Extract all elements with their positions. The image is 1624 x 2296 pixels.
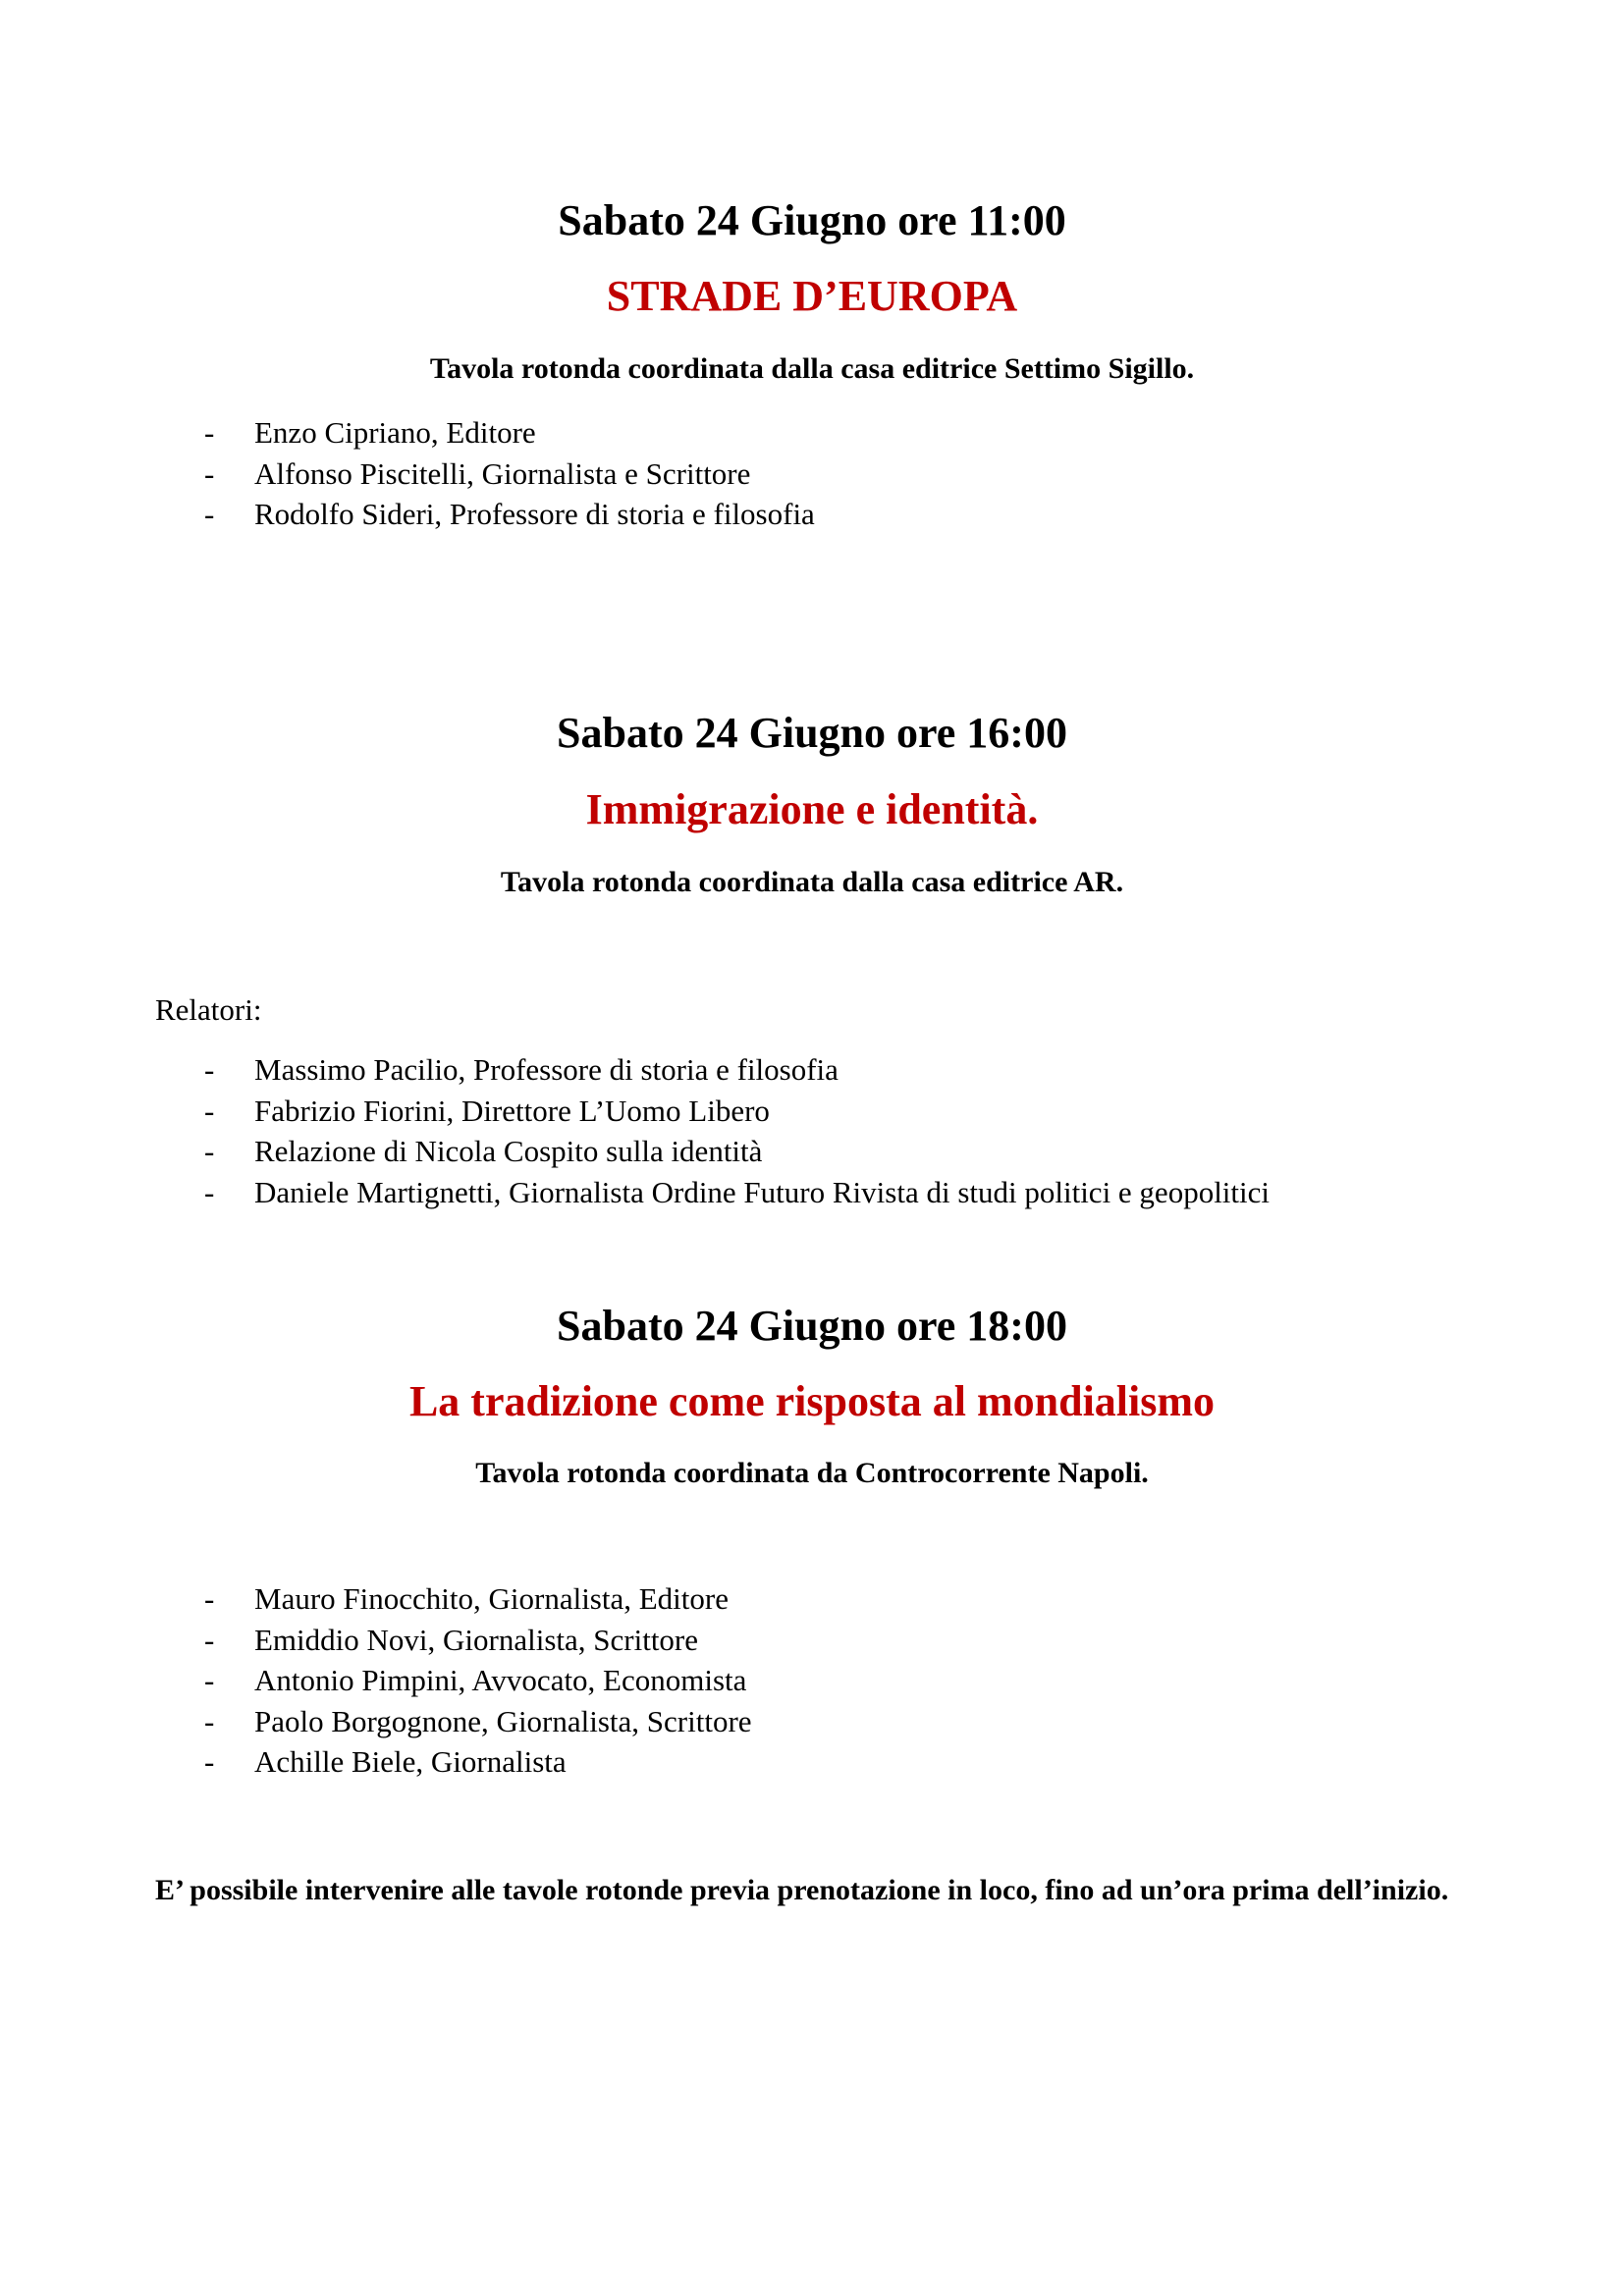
session-1-subtitle: Tavola rotonda coordinata dalla casa editrice Settimo Sigillo. — [429, 352, 1195, 385]
list-marker: - — [204, 1093, 215, 1128]
speaker-name: Emiddio Novi, Giornalista, Scrittore — [254, 1622, 699, 1657]
speaker-name: Achille Biele, Giornalista — [254, 1744, 567, 1779]
session-3-subtitle: Tavola rotonda coordinata da Controcorrente Napoli. — [475, 1457, 1149, 1489]
list-marker: - — [204, 1622, 215, 1657]
speaker-name: Mauro Finocchito, Giornalista, Editore — [254, 1581, 729, 1616]
speaker-name: Rodolfo Sideri, Professore di storia e filosofia — [254, 497, 815, 531]
list-marker: - — [204, 1744, 215, 1779]
list-marker: - — [204, 1174, 215, 1209]
session-2-title: Immigrazione e identità. — [585, 785, 1039, 833]
session-2-datetime: Sabato 24 Giugno ore 16:00 — [557, 709, 1067, 757]
list-marker: - — [204, 455, 215, 491]
registration-note: E’ possibile intervenire alle tavole rotonde previa prenotazione in loco, fino ad un’ora prima dell’inizio. — [155, 1874, 1449, 1906]
session-1-datetime: Sabato 24 Giugno ore 11:00 — [558, 196, 1066, 244]
list-marker: - — [204, 415, 215, 450]
speaker-name: Massimo Pacilio, Professore di storia e filosofia — [254, 1052, 839, 1087]
speaker-name: Relazione di Nicola Cospito sulla identità — [254, 1134, 763, 1168]
list-marker: - — [204, 497, 215, 531]
speaker-name: Enzo Cipriano, Editore — [254, 415, 536, 450]
session-2-subtitle: Tavola rotonda coordinata dalla casa editrice AR. — [500, 866, 1124, 898]
list-marker: - — [204, 1052, 215, 1087]
list-marker: - — [204, 1663, 215, 1697]
session-1-title: STRADE D’EUROPA — [606, 272, 1018, 320]
speaker-name: Fabrizio Fiorini, Direttore L’Uomo Libero — [254, 1093, 770, 1128]
list-marker: - — [204, 1134, 215, 1168]
session-3-title: La tradizione come risposta al mondialismo — [408, 1377, 1216, 1425]
speaker-name: Antonio Pimpini, Avvocato, Economista — [254, 1663, 747, 1697]
speaker-name: Paolo Borgognone, Giornalista, Scrittore — [254, 1703, 752, 1738]
speaker-name: Daniele Martignetti, Giornalista Ordine Futuro Rivista di studi politici e geopolitici — [254, 1174, 1271, 1209]
session-3-datetime: Sabato 24 Giugno ore 18:00 — [557, 1302, 1067, 1350]
speakers-label: Relatori: — [155, 992, 262, 1027]
speaker-name: Alfonso Piscitelli, Giornalista e Scrittore — [254, 455, 751, 491]
list-marker: - — [204, 1703, 215, 1738]
list-marker: - — [204, 1581, 215, 1616]
